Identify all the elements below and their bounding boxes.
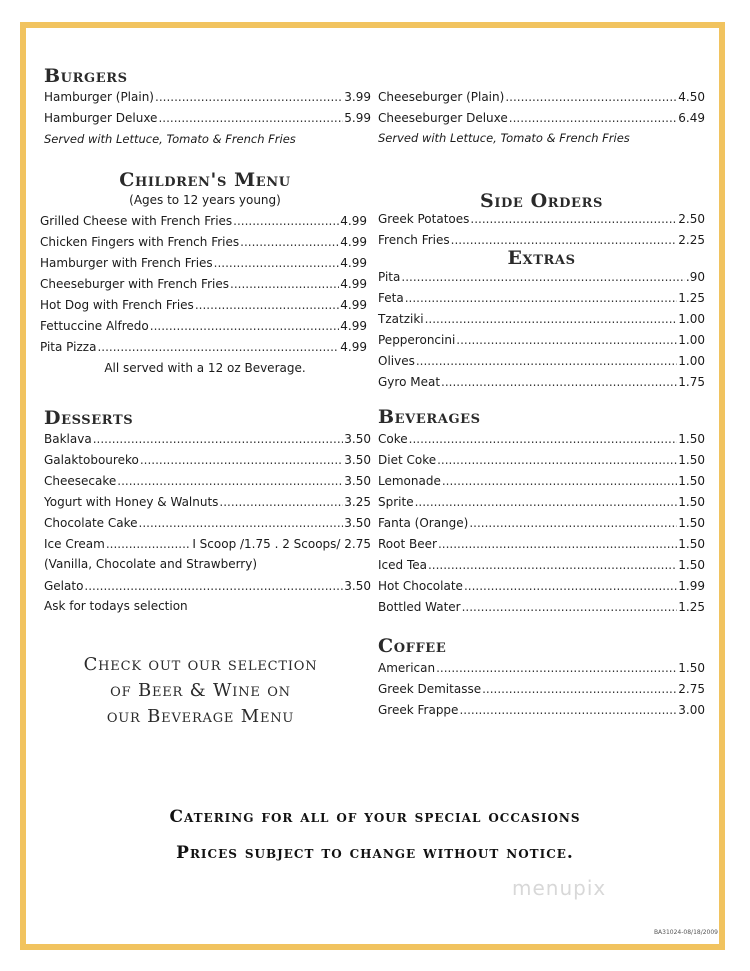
menu-item-row [378, 209, 705, 230]
menu-item-price: 2.75 [678, 682, 705, 696]
menu-item-price: 1.50 [678, 453, 705, 467]
beer-wine-promo [48, 652, 353, 730]
dot-leader [415, 492, 678, 513]
menu-item-row [40, 337, 367, 358]
dot-leader [401, 267, 685, 288]
menu-item-row [378, 679, 705, 700]
extras-title: Extras [507, 247, 576, 269]
menu-item-price: 1.99 [678, 579, 705, 593]
menu-item-price: 1.50 [678, 495, 705, 509]
dot-leader [233, 211, 339, 232]
menu-item-row [44, 471, 371, 492]
dot-leader [106, 534, 192, 555]
menu-item-name: Galaktoboureko [44, 453, 139, 467]
dot-leader [464, 576, 677, 597]
menu-item-name: Coke [378, 432, 408, 446]
menu-item-name: Cheeseburger with French Fries [40, 277, 229, 291]
menu-item-price: 3.00 [678, 703, 705, 717]
menu-item-name: Bottled Water [378, 600, 461, 614]
menu-item-row [378, 534, 705, 555]
dot-leader [456, 330, 677, 351]
menu-item-name: Fanta (Orange) [378, 516, 469, 530]
menu-item-name: Lemonade [378, 474, 441, 488]
menu-item-row [378, 492, 705, 513]
menu-item-name: Hot Chocolate [378, 579, 463, 593]
burgers-left-note: Served with Lettuce, Tomato & French Fries [44, 132, 296, 146]
menu-item-row [378, 330, 705, 351]
menu-item-price: 5.99 [344, 111, 371, 125]
menu-item-price: 1.25 [678, 291, 705, 305]
menu-item-price: 4.99 [340, 340, 367, 354]
menu-item-price: 4.99 [340, 256, 367, 270]
menu-item-price: I Scoop /1.75 . 2 Scoops/ 2.75 [192, 537, 371, 551]
menu-item-name: Greek Frappe [378, 703, 459, 717]
menu-item-price: 3.50 [344, 453, 371, 467]
menu-item-price: 3.99 [344, 90, 371, 104]
coffee-list [378, 658, 705, 721]
desserts-note: Ask for todays selection [44, 599, 188, 613]
beverages-list [378, 429, 705, 618]
dot-leader [441, 372, 677, 393]
dot-leader [93, 429, 344, 450]
menu-item-name: Gelato [44, 579, 84, 593]
menu-item-name: Fettuccine Alfredo [40, 319, 149, 333]
menu-item-price: 4.99 [340, 235, 367, 249]
menu-item-row [44, 492, 371, 513]
menu-item-name: Root Beer [378, 537, 437, 551]
dot-leader [140, 450, 343, 471]
menu-item-name: French Fries [378, 233, 450, 247]
menu-item-row [40, 211, 367, 232]
childrens-note: All served with a 12 oz Beverage. [104, 361, 306, 375]
burgers-title: Burgers [44, 65, 128, 87]
menu-item-price: 1.50 [678, 432, 705, 446]
menu-item-name: Tzatziki [378, 312, 424, 326]
dot-leader [505, 87, 677, 108]
promo-line-3: our Beverage Menu [106, 706, 295, 727]
menu-item-price: 1.50 [678, 474, 705, 488]
menu-item-price: 1.50 [678, 516, 705, 530]
burgers-right-note: Served with Lettuce, Tomato & French Fries [378, 131, 630, 145]
menu-item-price: 2.50 [678, 212, 705, 226]
dot-leader [409, 429, 678, 450]
menu-item-name: Feta [378, 291, 404, 305]
menu-item-row [44, 108, 371, 129]
menupix-watermark: menupix [512, 876, 607, 900]
menu-item-row [378, 372, 705, 393]
childrens-subtitle: (Ages to 12 years young) [129, 193, 281, 207]
menu-item-price: 2.25 [678, 233, 705, 247]
dot-leader [230, 274, 339, 295]
menu-item-price: 3.50 [344, 579, 371, 593]
menu-item-price: .90 [685, 270, 705, 284]
menu-item-name: Cheeseburger Deluxe [378, 111, 508, 125]
menu-item-name: Yogurt with Honey & Walnuts [44, 495, 219, 509]
side-orders-list [378, 209, 705, 251]
menu-item-name: Baklava [44, 432, 92, 446]
menu-item-name: Pepperoncini [378, 333, 456, 347]
dot-leader [482, 679, 677, 700]
menu-item-name: Sprite [378, 495, 414, 509]
menu-item-row [44, 513, 371, 534]
desserts-title: Desserts [44, 407, 134, 429]
burgers-left-list [44, 87, 371, 129]
menu-item-price: 6.49 [678, 111, 705, 125]
menu-item-row [378, 450, 705, 471]
menu-item-name: Pita [378, 270, 401, 284]
dot-leader [195, 295, 339, 316]
menu-item-name: Hot Dog with French Fries [40, 298, 194, 312]
menu-item-row [40, 295, 367, 316]
dot-leader [459, 700, 677, 721]
menu-item-price: 3.25 [344, 495, 371, 509]
menu-item-row [378, 429, 705, 450]
dot-leader [469, 513, 677, 534]
dot-leader [240, 232, 339, 253]
menu-item-name: Chicken Fingers with French Fries [40, 235, 240, 249]
menu-item-price: 4.99 [340, 319, 367, 333]
menu-item-row [40, 274, 367, 295]
menu-item-price: 1.00 [678, 312, 705, 326]
dot-leader [462, 597, 678, 618]
dot-leader [155, 87, 343, 108]
desserts-list [44, 429, 371, 555]
dot-leader [442, 471, 677, 492]
menu-item-row [40, 316, 367, 337]
dot-leader [425, 309, 678, 330]
menu-item-row [378, 700, 705, 721]
menu-item-price: 4.99 [340, 214, 367, 228]
dot-leader [219, 492, 343, 513]
dot-leader [214, 253, 340, 274]
menu-item-row [378, 471, 705, 492]
menu-item-price: 1.50 [678, 558, 705, 572]
menu-item-row [40, 253, 367, 274]
menu-item-name: Greek Demitasse [378, 682, 482, 696]
menu-item-price: 3.50 [344, 432, 371, 446]
promo-line-2: of Beer & Wine on [110, 680, 291, 701]
menu-item-name: Diet Coke [378, 453, 437, 467]
menu-item-price: 3.50 [344, 474, 371, 488]
dot-leader [84, 576, 343, 597]
menu-item-row [378, 87, 705, 108]
menu-item-row [378, 658, 705, 679]
menu-item-name: Grilled Cheese with French Fries [40, 214, 233, 228]
dot-leader [139, 513, 344, 534]
menu-item-price: 1.25 [678, 600, 705, 614]
menu-item-row [378, 108, 705, 129]
dot-leader [97, 337, 339, 358]
menu-item-name: Gyro Meat [378, 375, 441, 389]
menu-item-row [378, 267, 705, 288]
menu-item-row [44, 429, 371, 450]
dot-leader [438, 534, 677, 555]
menu-item-row [378, 513, 705, 534]
menu-item-row [378, 555, 705, 576]
menu-item-name: Hamburger with French Fries [40, 256, 213, 270]
desserts-gelato-list [44, 576, 371, 597]
menu-item-name: Iced Tea [378, 558, 427, 572]
extras-list [378, 267, 705, 393]
menu-item-price: 3.50 [344, 516, 371, 530]
menu-item-name: Greek Potatoes [378, 212, 470, 226]
promo-line-1: Check out our selection [83, 654, 318, 675]
menu-item-name: Ice Cream [44, 537, 105, 551]
menu-item-name: Cheeseburger (Plain) [378, 90, 505, 104]
menu-item-name: American [378, 661, 436, 675]
childrens-list [40, 211, 367, 358]
dot-leader [428, 555, 677, 576]
dot-leader [470, 209, 677, 230]
menu-item-price: 1.75 [678, 375, 705, 389]
dot-leader [405, 288, 678, 309]
menu-item-name: Olives [378, 354, 415, 368]
side-orders-title: Side Orders [480, 190, 603, 212]
menu-item-row [378, 288, 705, 309]
coffee-title: Coffee [378, 635, 447, 657]
menu-item-name: Pita Pizza [40, 340, 97, 354]
menu-item-name: Cheesecake [44, 474, 117, 488]
dot-leader [509, 108, 678, 129]
dot-leader [117, 471, 343, 492]
menu-item-row [40, 232, 367, 253]
menu-item-row [378, 597, 705, 618]
menu-item-price: 4.50 [678, 90, 705, 104]
dot-leader [158, 108, 343, 129]
menu-item-row [44, 534, 371, 555]
menu-item-name: Chocolate Cake [44, 516, 138, 530]
dot-leader [416, 351, 677, 372]
dot-leader [437, 450, 677, 471]
dot-leader [436, 658, 677, 679]
menu-item-price: 4.99 [340, 298, 367, 312]
menu-item-price: 1.00 [678, 354, 705, 368]
menu-item-name: Hamburger (Plain) [44, 90, 154, 104]
menu-item-price: 4.99 [340, 277, 367, 291]
menu-item-row [44, 450, 371, 471]
menu-item-row [378, 576, 705, 597]
burgers-right-list [378, 87, 705, 129]
menu-item-row [378, 351, 705, 372]
prices-notice: Prices subject to change without notice. [176, 843, 574, 863]
beverages-title: Beverages [378, 406, 481, 428]
menu-item-price: 1.50 [678, 537, 705, 551]
menu-item-row [44, 576, 371, 597]
menu-item-name: Hamburger Deluxe [44, 111, 158, 125]
menu-item-row [44, 87, 371, 108]
childrens-menu-title: Children's Menu [119, 169, 291, 191]
dot-leader [150, 316, 340, 337]
catering-notice: Catering for all of your special occasions [169, 807, 581, 827]
menu-item-price: 1.00 [678, 333, 705, 347]
ice-cream-flavors: (Vanilla, Chocolate and Strawberry) [44, 557, 258, 571]
document-code: BA31024-08/18/2009 [653, 929, 718, 936]
menu-item-price: 1.50 [678, 661, 705, 675]
menu-item-row [378, 309, 705, 330]
